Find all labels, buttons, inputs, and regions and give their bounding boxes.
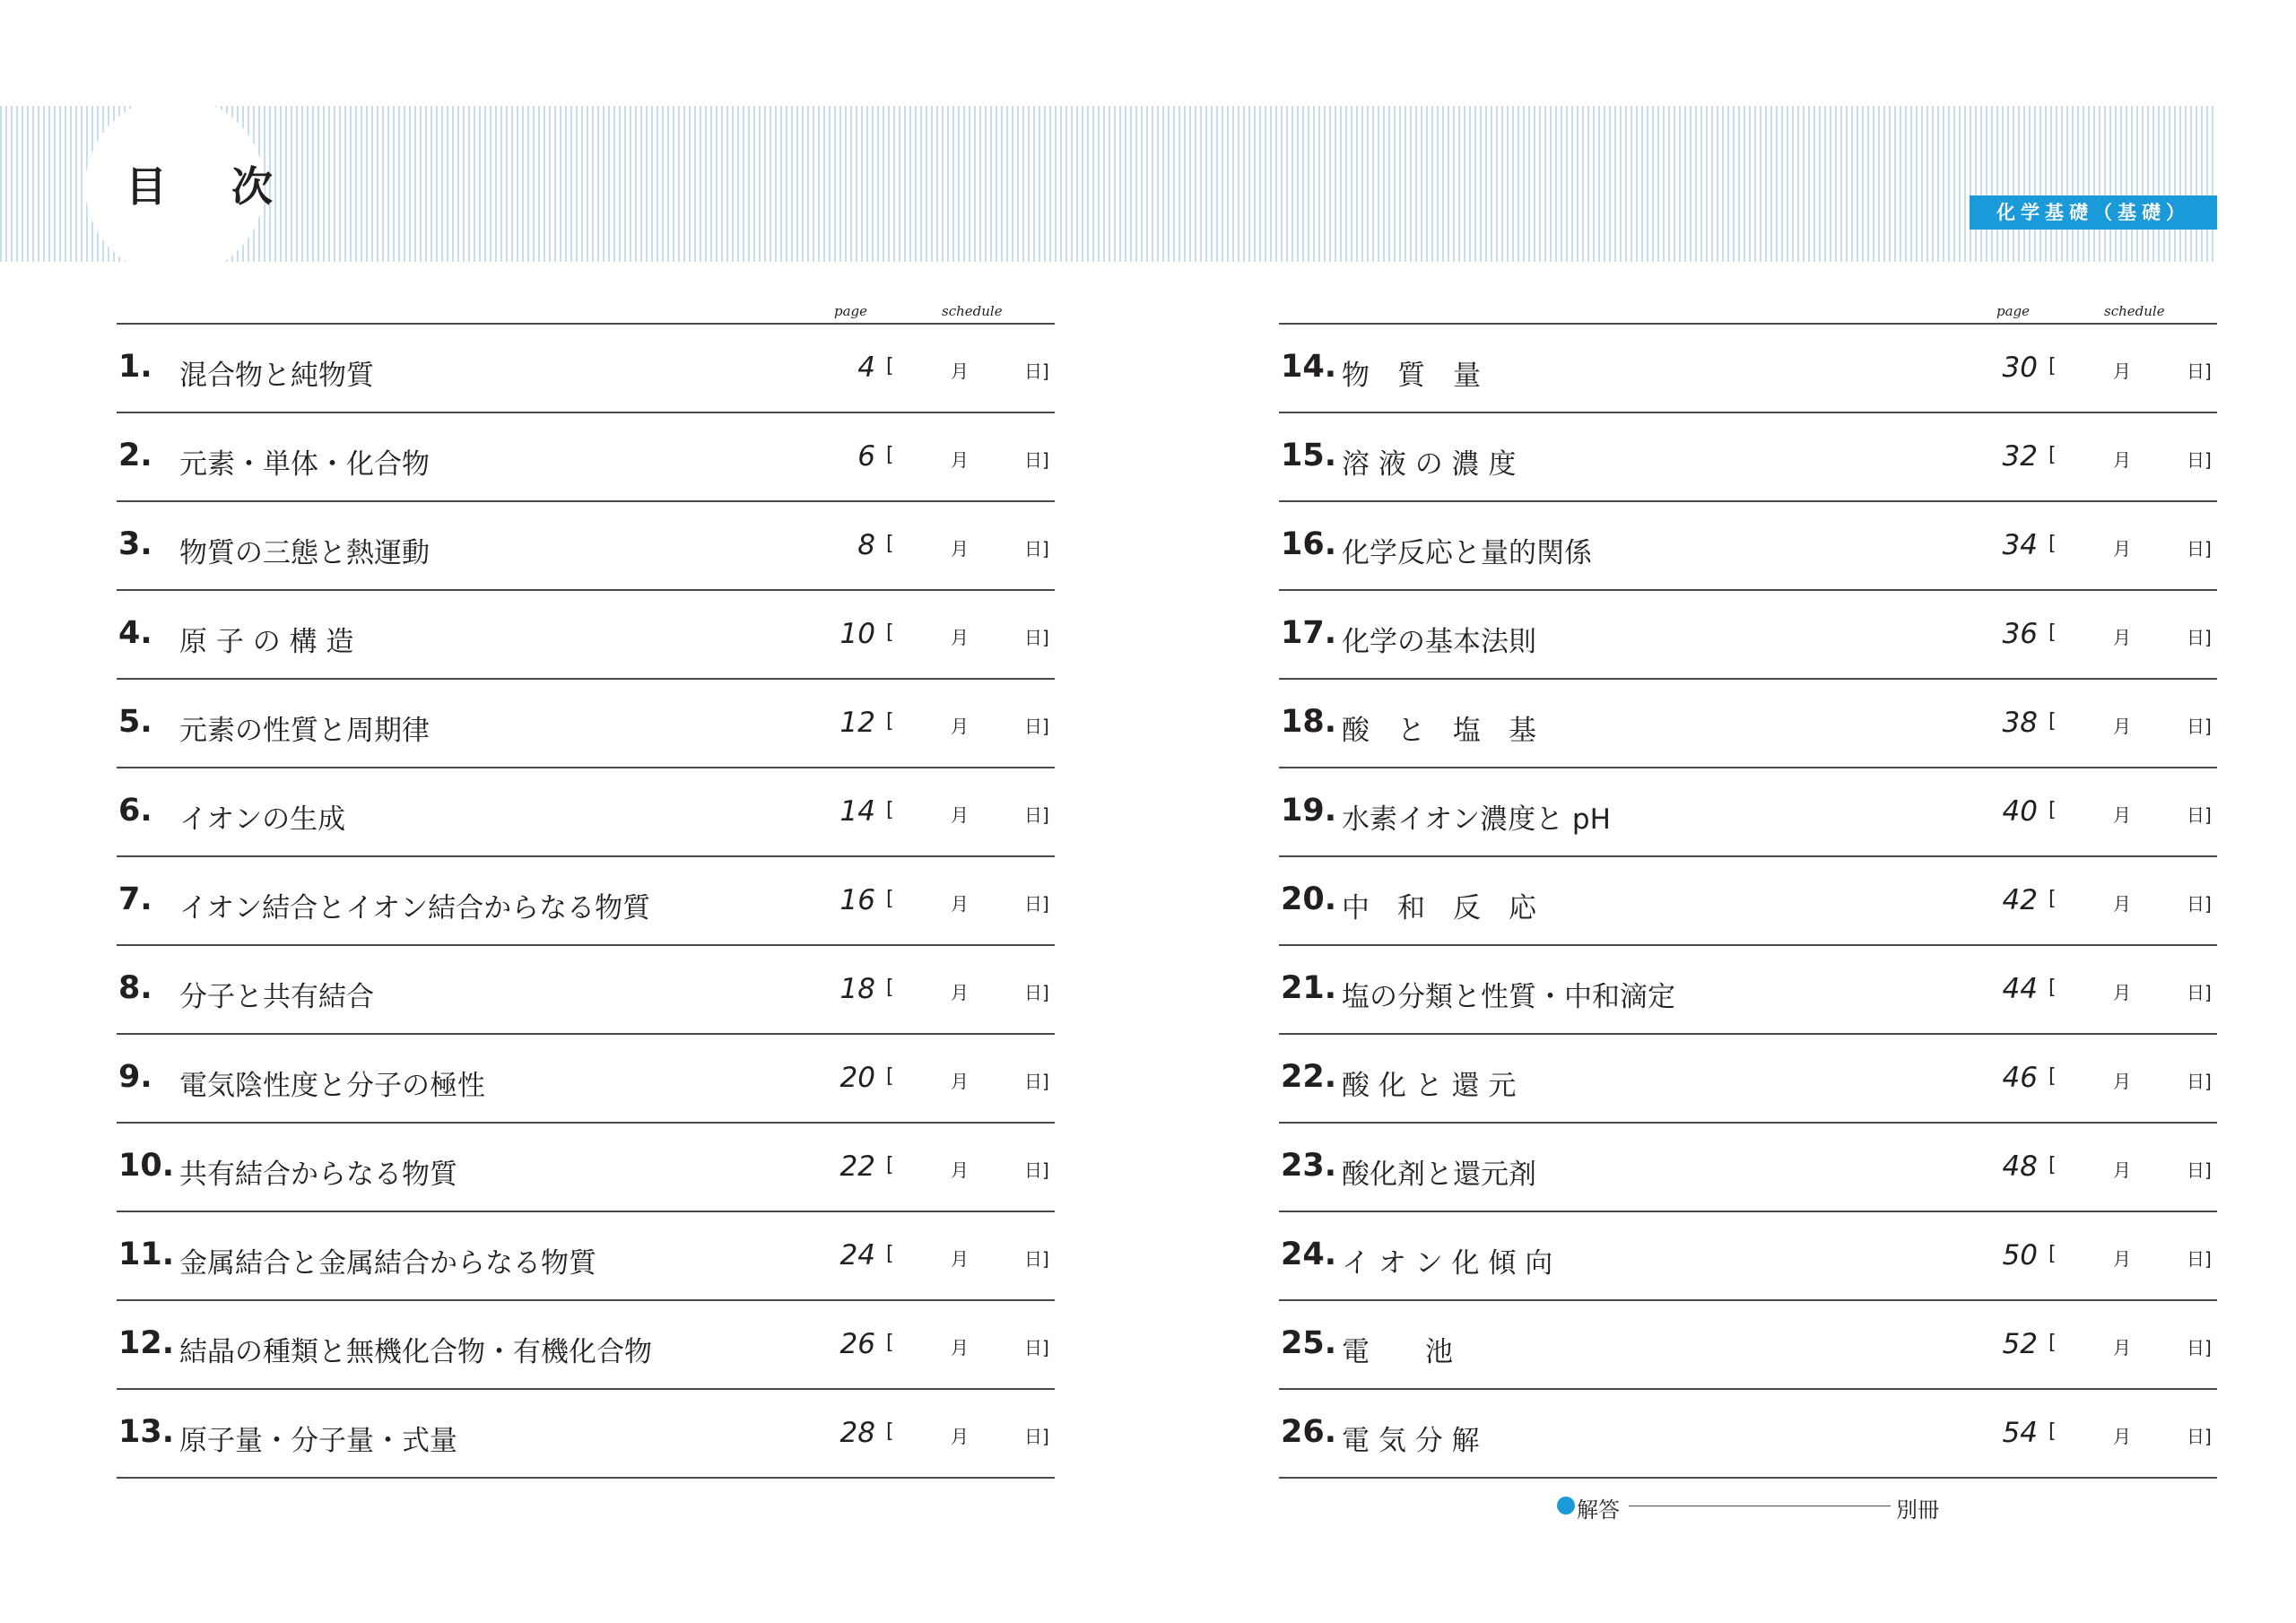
toc-page-number: 4 xyxy=(857,352,875,384)
toc-column-right xyxy=(1279,296,2217,1479)
toc-number: 11. xyxy=(118,1237,175,1272)
toc-number: 21. xyxy=(1281,970,1337,1006)
toc-title: 溶 液 の 濃 度 xyxy=(1342,448,1517,481)
toc-title: 酸化剤と還元剤 xyxy=(1342,1159,1536,1191)
schedule-month-label: 月 xyxy=(951,1159,969,1181)
toc-title: 電 池 xyxy=(1342,1336,1453,1368)
answer-note xyxy=(1557,1487,1939,1523)
schedule-day-label: 日] xyxy=(2187,1248,2212,1270)
schedule-month-label: 月 xyxy=(951,1248,969,1270)
schedule-month-label: 月 xyxy=(2113,716,2131,737)
schedule-day-label: 日] xyxy=(1024,804,1049,826)
schedule-month-label: 月 xyxy=(951,449,969,471)
toc-title: 塩の分類と性質・中和滴定 xyxy=(1342,981,1675,1013)
toc-number: 5. xyxy=(118,704,152,740)
schedule-month-label: 月 xyxy=(951,804,969,826)
schedule-day-label: 日] xyxy=(1024,1426,1049,1447)
schedule-bracket-open: [ xyxy=(886,1065,894,1088)
page-header-label: page xyxy=(1996,303,2031,319)
toc-number: 14. xyxy=(1281,349,1337,385)
schedule-bracket-open: [ xyxy=(886,799,894,821)
toc-page-number: 10 xyxy=(839,618,875,650)
header-band xyxy=(0,106,2215,262)
toc-row xyxy=(1279,1124,2217,1212)
toc-number: 12. xyxy=(118,1325,175,1361)
toc-title: 物 質 量 xyxy=(1342,360,1481,392)
toc-page-number: 44 xyxy=(2002,973,2038,1005)
toc-page-number: 42 xyxy=(2002,884,2038,916)
schedule-bracket-open: [ xyxy=(886,533,894,555)
schedule-month-label: 月 xyxy=(951,982,969,1003)
schedule-day-label: 日] xyxy=(1024,1248,1049,1270)
toc-page-number: 26 xyxy=(839,1328,875,1360)
schedule-month-label: 月 xyxy=(2113,627,2131,648)
schedule-day-label: 日] xyxy=(1024,449,1049,471)
toc-title: 酸 と 塩 基 xyxy=(1342,715,1536,747)
toc-number: 18. xyxy=(1281,704,1337,740)
toc-row xyxy=(117,1390,1055,1479)
schedule-month-label: 月 xyxy=(2113,1071,2131,1092)
toc-row xyxy=(1279,325,2217,413)
toc-title: 原子量・分子量・式量 xyxy=(179,1425,457,1457)
toc-title: 電気陰性度と分子の極性 xyxy=(179,1070,485,1102)
toc-row xyxy=(1279,502,2217,591)
toc-page-number: 38 xyxy=(2002,707,2038,739)
toc-title: 化学反応と量的関係 xyxy=(1342,537,1592,569)
bullet-dot-icon xyxy=(1557,1497,1575,1515)
schedule-bracket-open: [ xyxy=(886,710,894,733)
toc-number: 13. xyxy=(118,1414,175,1450)
toc-row xyxy=(117,1212,1055,1301)
schedule-day-label: 日] xyxy=(1024,893,1049,915)
toc-number: 26. xyxy=(1281,1414,1337,1450)
schedule-month-label: 月 xyxy=(951,1337,969,1358)
schedule-month-label: 月 xyxy=(2113,360,2131,382)
toc-number: 15. xyxy=(1281,438,1337,473)
page-title: 目 次 xyxy=(126,162,299,211)
toc-page-number: 22 xyxy=(839,1150,875,1183)
schedule-day-label: 日] xyxy=(2187,449,2212,471)
toc-page-number: 50 xyxy=(2002,1239,2038,1271)
schedule-bracket-open: [ xyxy=(2048,355,2057,378)
toc-number: 8. xyxy=(118,970,152,1006)
toc-number: 7. xyxy=(118,881,152,917)
toc-title: 元素・単体・化合物 xyxy=(179,448,430,481)
toc-title: 原 子 の 構 造 xyxy=(179,626,354,658)
schedule-day-label: 日] xyxy=(1024,1337,1049,1358)
toc-page-number: 40 xyxy=(2002,795,2038,828)
toc-list-left xyxy=(117,325,1055,1479)
toc-number: 4. xyxy=(118,615,152,651)
schedule-day-label: 日] xyxy=(1024,1159,1049,1181)
toc-row xyxy=(117,680,1055,768)
toc-title: 金属結合と金属結合からなる物質 xyxy=(179,1247,596,1280)
schedule-bracket-open: [ xyxy=(886,444,894,466)
schedule-day-label: 日] xyxy=(1024,716,1049,737)
schedule-bracket-open: [ xyxy=(886,355,894,378)
schedule-bracket-open: [ xyxy=(2048,710,2057,733)
schedule-bracket-open: [ xyxy=(2048,976,2057,999)
schedule-bracket-open: [ xyxy=(886,1154,894,1176)
toc-row xyxy=(117,591,1055,680)
page-header-label: page xyxy=(834,303,868,319)
schedule-bracket-open: [ xyxy=(886,976,894,999)
answer-label: 解答 xyxy=(1577,1497,1620,1523)
schedule-month-label: 月 xyxy=(951,1426,969,1447)
toc-number: 25. xyxy=(1281,1325,1337,1361)
toc-title: 元素の性質と周期律 xyxy=(179,715,430,747)
toc-row xyxy=(117,857,1055,946)
schedule-month-label: 月 xyxy=(2113,1426,2131,1447)
toc-page-number: 12 xyxy=(839,707,875,739)
toc-page-number: 6 xyxy=(857,440,875,473)
schedule-day-label: 日] xyxy=(2187,1159,2212,1181)
toc-title: 共有結合からなる物質 xyxy=(179,1159,457,1191)
schedule-day-label: 日] xyxy=(1024,982,1049,1003)
toc-row xyxy=(1279,413,2217,502)
toc-row xyxy=(117,502,1055,591)
toc-row xyxy=(1279,768,2217,857)
schedule-day-label: 日] xyxy=(2187,1337,2212,1358)
toc-row xyxy=(1279,1390,2217,1479)
toc-page-number: 8 xyxy=(857,529,875,561)
toc-row xyxy=(117,1124,1055,1212)
schedule-day-label: 日] xyxy=(1024,627,1049,648)
toc-row xyxy=(117,1035,1055,1124)
schedule-day-label: 日] xyxy=(1024,538,1049,560)
toc-column-left xyxy=(117,296,1055,1479)
toc-row xyxy=(117,413,1055,502)
schedule-bracket-open: [ xyxy=(2048,799,2057,821)
toc-row xyxy=(117,946,1055,1035)
toc-title: 水素イオン濃度と pH xyxy=(1342,803,1611,836)
toc-list-right xyxy=(1279,325,2217,1479)
schedule-day-label: 日] xyxy=(1024,360,1049,382)
toc-row xyxy=(117,325,1055,413)
schedule-day-label: 日] xyxy=(2187,627,2212,648)
toc-number: 19. xyxy=(1281,793,1337,829)
toc-page-number: 34 xyxy=(2002,529,2038,561)
schedule-day-label: 日] xyxy=(2187,1426,2212,1447)
schedule-bracket-open: [ xyxy=(886,1243,894,1265)
toc-row xyxy=(117,1301,1055,1390)
schedule-month-label: 月 xyxy=(951,360,969,382)
schedule-bracket-open: [ xyxy=(886,1332,894,1354)
schedule-bracket-open: [ xyxy=(2048,1154,2057,1176)
toc-number: 23. xyxy=(1281,1148,1337,1184)
toc-number: 24. xyxy=(1281,1237,1337,1272)
schedule-day-label: 日] xyxy=(2187,360,2212,382)
schedule-day-label: 日] xyxy=(2187,893,2212,915)
subject-tag: 化学基礎（基礎） xyxy=(1970,195,2217,230)
toc-page-number: 16 xyxy=(839,884,875,916)
toc-row xyxy=(1279,946,2217,1035)
toc-title: 分子と共有結合 xyxy=(179,981,374,1013)
toc-number: 22. xyxy=(1281,1059,1337,1095)
schedule-bracket-open: [ xyxy=(886,888,894,910)
schedule-month-label: 月 xyxy=(951,1071,969,1092)
schedule-bracket-open: [ xyxy=(2048,533,2057,555)
toc-page-number: 52 xyxy=(2002,1328,2038,1360)
toc-row xyxy=(1279,1301,2217,1390)
toc-title: イオン結合とイオン結合からなる物質 xyxy=(179,892,651,924)
schedule-header-label: schedule xyxy=(942,303,1003,319)
toc-title: イ オ ン 化 傾 向 xyxy=(1342,1247,1553,1280)
toc-page-number: 30 xyxy=(2002,352,2038,384)
schedule-day-label: 日] xyxy=(2187,982,2212,1003)
toc-title: 結晶の種類と無機化合物・有機化合物 xyxy=(179,1336,652,1368)
toc-number: 17. xyxy=(1281,615,1337,651)
toc-number: 20. xyxy=(1281,881,1337,917)
schedule-day-label: 日] xyxy=(2187,716,2212,737)
schedule-month-label: 月 xyxy=(951,627,969,648)
schedule-bracket-open: [ xyxy=(2048,1065,2057,1088)
schedule-bracket-open: [ xyxy=(2048,888,2057,910)
schedule-day-label: 日] xyxy=(1024,1071,1049,1092)
toc-title: 混合物と純物質 xyxy=(179,360,374,392)
schedule-month-label: 月 xyxy=(2113,1337,2131,1358)
schedule-month-label: 月 xyxy=(2113,893,2131,915)
toc-title: 物質の三態と熱運動 xyxy=(179,537,430,569)
toc-number: 3. xyxy=(118,526,152,562)
toc-page-number: 36 xyxy=(2002,618,2038,650)
schedule-month-label: 月 xyxy=(951,893,969,915)
schedule-day-label: 日] xyxy=(2187,538,2212,560)
toc-number: 9. xyxy=(118,1059,152,1095)
schedule-month-label: 月 xyxy=(951,538,969,560)
toc-title: 中 和 反 応 xyxy=(1342,892,1536,924)
schedule-day-label: 日] xyxy=(2187,1071,2212,1092)
toc-title: 酸 化 と 還 元 xyxy=(1342,1070,1517,1102)
answer-value: 別冊 xyxy=(1896,1497,1939,1523)
toc-number: 16. xyxy=(1281,526,1337,562)
toc-number: 2. xyxy=(118,438,152,473)
toc-row xyxy=(1279,591,2217,680)
toc-page-number: 32 xyxy=(2002,440,2038,473)
toc-page-number: 28 xyxy=(839,1417,875,1449)
toc-number: 1. xyxy=(118,349,152,385)
toc-number: 6. xyxy=(118,793,152,829)
toc-page-number: 14 xyxy=(839,795,875,828)
schedule-bracket-open: [ xyxy=(2048,621,2057,644)
toc-row xyxy=(1279,1212,2217,1301)
toc-page-number: 20 xyxy=(839,1062,875,1094)
schedule-bracket-open: [ xyxy=(2048,1243,2057,1265)
schedule-bracket-open: [ xyxy=(2048,444,2057,466)
toc-row xyxy=(1279,857,2217,946)
schedule-month-label: 月 xyxy=(2113,449,2131,471)
schedule-month-label: 月 xyxy=(2113,1159,2131,1181)
schedule-bracket-open: [ xyxy=(886,621,894,644)
toc-number: 10. xyxy=(118,1148,175,1184)
toc-title: 化学の基本法則 xyxy=(1342,626,1536,658)
toc-title: イオンの生成 xyxy=(179,803,346,836)
toc-page-number: 46 xyxy=(2002,1062,2038,1094)
toc-page-number: 48 xyxy=(2002,1150,2038,1183)
column-header xyxy=(1279,296,2217,325)
schedule-month-label: 月 xyxy=(2113,1248,2131,1270)
toc-row xyxy=(117,768,1055,857)
toc-row xyxy=(1279,1035,2217,1124)
schedule-bracket-open: [ xyxy=(2048,1420,2057,1443)
schedule-bracket-open: [ xyxy=(2048,1332,2057,1354)
toc-page-number: 54 xyxy=(2002,1417,2038,1449)
toc-page-number: 24 xyxy=(839,1239,875,1271)
schedule-month-label: 月 xyxy=(951,716,969,737)
column-header xyxy=(117,296,1055,325)
schedule-month-label: 月 xyxy=(2113,538,2131,560)
toc-row xyxy=(1279,680,2217,768)
schedule-month-label: 月 xyxy=(2113,982,2131,1003)
toc-title: 電 気 分 解 xyxy=(1342,1425,1480,1457)
schedule-header-label: schedule xyxy=(2104,303,2165,319)
toc-page-number: 18 xyxy=(839,973,875,1005)
schedule-bracket-open: [ xyxy=(886,1420,894,1443)
schedule-day-label: 日] xyxy=(2187,804,2212,826)
schedule-month-label: 月 xyxy=(2113,804,2131,826)
